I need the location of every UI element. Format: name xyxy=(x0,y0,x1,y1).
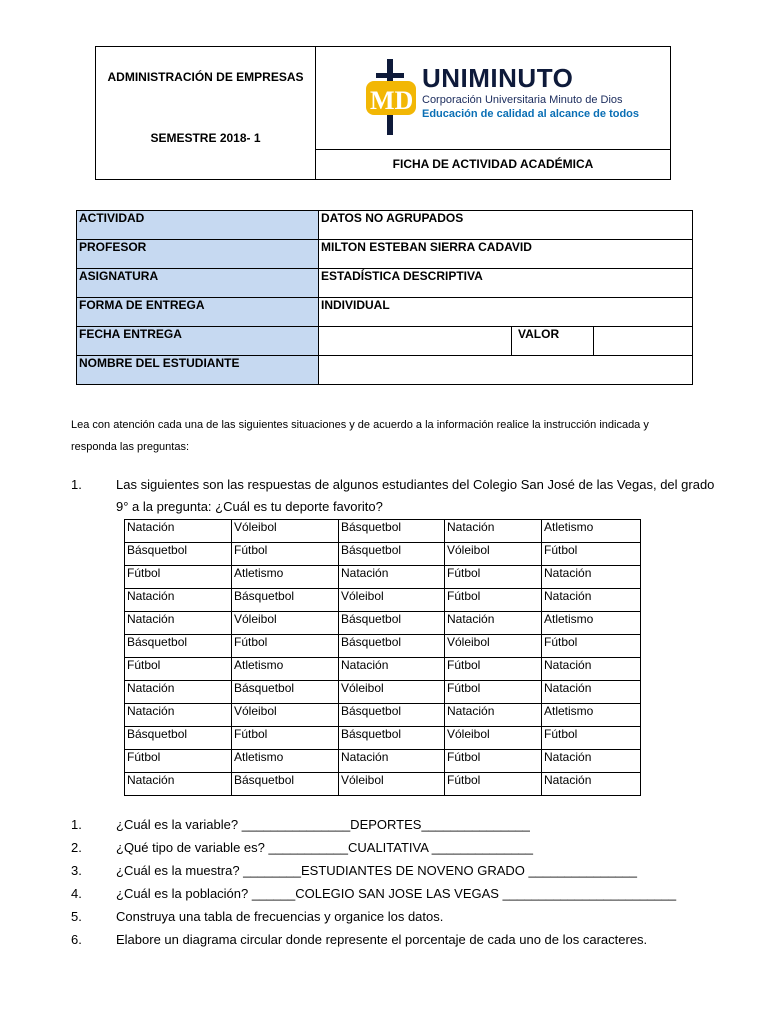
sports-table-cell: Natación xyxy=(542,681,641,704)
student-name-label: NOMBRE DEL ESTUDIANTE xyxy=(77,356,319,385)
sports-table-cell: Fútbol xyxy=(232,727,339,750)
sports-table-cell: Básquetbol xyxy=(232,773,339,796)
valor-label: VALOR xyxy=(512,327,594,356)
sports-table-cell: Básquetbol xyxy=(125,635,232,658)
sports-table-cell: Natación xyxy=(445,612,542,635)
question-text: ¿Cuál es la población? ______COLEGIO SAN JOSE LAS VEGAS ________________________ xyxy=(116,886,677,901)
sports-table-cell: Básquetbol xyxy=(232,681,339,704)
sports-table-cell: Atletismo xyxy=(232,658,339,681)
question-number: 6. xyxy=(71,932,82,947)
sports-table-cell: Natación xyxy=(339,566,445,589)
sports-table-row xyxy=(125,635,641,658)
info-row xyxy=(77,240,693,269)
sports-table-cell: Natación xyxy=(542,589,641,612)
activity-info-table xyxy=(76,210,693,385)
sports-table-row xyxy=(125,658,641,681)
sports-table-row xyxy=(125,589,641,612)
info-row-student xyxy=(77,356,693,385)
sports-table-cell: Natación xyxy=(125,681,232,704)
sports-table-cell: Vóleibol xyxy=(232,704,339,727)
sports-table-cell: Básquetbol xyxy=(339,635,445,658)
question-item xyxy=(71,863,711,886)
sports-table-cell: Básquetbol xyxy=(339,612,445,635)
sports-table-cell: Fútbol xyxy=(125,566,232,589)
info-row xyxy=(77,298,693,327)
logo-tagline-1: Corporación Universitaria Minuto de Dios xyxy=(422,94,623,106)
sports-table-cell: Atletismo xyxy=(542,704,641,727)
question-text: Elabore un diagrama circular donde represente el porcentaje de cada uno de los caracteres. xyxy=(116,932,648,947)
sports-table-cell: Atletismo xyxy=(232,750,339,773)
sports-table-cell: Vóleibol xyxy=(445,727,542,750)
question-text: ¿Qué tipo de variable es? ___________CUALITATIVA ______________ xyxy=(116,840,534,855)
uniminuto-logo xyxy=(364,57,640,137)
question-text: Las siguientes son las respuestas de algunos estudiantes del Colegio San José de las Vegas, del grado 9° a la pregunta: ¿Cuál es tu deporte favorito? xyxy=(116,477,715,514)
sports-table-row xyxy=(125,543,641,566)
info-row-fecha xyxy=(77,327,693,356)
sports-table-cell: Atletismo xyxy=(542,612,641,635)
sports-table-cell: Fútbol xyxy=(125,658,232,681)
sports-table-cell: Básquetbol xyxy=(232,589,339,612)
instructions-text: Lea con atención cada una de las siguientes situaciones y de acuerdo a la información realice la instrucción indicada y responda las preguntas: xyxy=(71,419,649,453)
sports-table-cell: Fútbol xyxy=(542,727,641,750)
sports-table-cell: Fútbol xyxy=(125,750,232,773)
valor-field[interactable] xyxy=(594,327,693,356)
info-row xyxy=(77,269,693,298)
sports-table-cell: Natación xyxy=(445,520,542,543)
info-value: DATOS NO AGRUPADOS xyxy=(319,211,693,240)
sports-table-cell: Natación xyxy=(542,658,641,681)
logo-wordmark: UNIMINUTO xyxy=(422,63,574,93)
sports-table-cell: Fútbol xyxy=(445,566,542,589)
sports-table-row xyxy=(125,566,641,589)
sports-table-cell: Vóleibol xyxy=(339,589,445,612)
sports-table-row xyxy=(125,773,641,796)
info-label: PROFESOR xyxy=(77,240,319,269)
question-text: ¿Cuál es la variable? _______________DEPORTES_______________ xyxy=(116,817,530,832)
logo-cell xyxy=(316,47,670,149)
question-item xyxy=(71,886,711,909)
sports-table-cell: Fútbol xyxy=(232,543,339,566)
sports-table-cell: Básquetbol xyxy=(339,520,445,543)
question-text: Construya una tabla de frecuencias y organice los datos. xyxy=(116,909,444,924)
info-label: FORMA DE ENTREGA xyxy=(77,298,319,327)
md-cross-logo-icon xyxy=(364,59,420,135)
header-box xyxy=(95,46,671,180)
sports-table-cell: Básquetbol xyxy=(339,543,445,566)
sports-table-cell: Natación xyxy=(125,773,232,796)
form-title: FICHA DE ACTIVIDAD ACADÉMICA xyxy=(316,149,670,179)
fecha-entrega-field[interactable] xyxy=(319,327,512,356)
sports-table-row xyxy=(125,612,641,635)
sports-table-cell: Natación xyxy=(339,658,445,681)
sports-table-cell: Natación xyxy=(542,773,641,796)
info-label: ASIGNATURA xyxy=(77,269,319,298)
question-number: 4. xyxy=(71,886,82,901)
question-number: 3. xyxy=(71,863,82,878)
sports-table-cell: Fútbol xyxy=(445,681,542,704)
semester-label: SEMESTRE 2018- 1 xyxy=(150,131,261,145)
sports-responses-table xyxy=(124,519,641,796)
sports-table-cell: Atletismo xyxy=(542,520,641,543)
sports-table-cell: Fútbol xyxy=(445,773,542,796)
sports-table-cell: Vóleibol xyxy=(339,681,445,704)
sports-table-cell: Básquetbol xyxy=(125,543,232,566)
sports-table-cell: Fútbol xyxy=(445,750,542,773)
sports-table-row xyxy=(125,727,641,750)
info-value: MILTON ESTEBAN SIERRA CADAVID xyxy=(319,240,693,269)
program-name: ADMINISTRACIÓN DE EMPRESAS xyxy=(107,70,304,84)
sports-table-cell: Natación xyxy=(339,750,445,773)
sports-table-row xyxy=(125,704,641,727)
sports-table-cell: Vóleibol xyxy=(445,635,542,658)
info-value: INDIVIDUAL xyxy=(319,298,693,327)
sports-table-cell: Vóleibol xyxy=(445,543,542,566)
question-item xyxy=(71,909,711,932)
logo-tagline-2: Educación de calidad al alcance de todos xyxy=(422,108,640,120)
sports-table-cell: Básquetbol xyxy=(125,727,232,750)
sports-table-cell: Fútbol xyxy=(445,658,542,681)
sports-table-row xyxy=(125,750,641,773)
sports-table-cell: Natación xyxy=(125,612,232,635)
info-label: ACTIVIDAD xyxy=(77,211,319,240)
question-number: 2. xyxy=(71,840,82,855)
header-left-cell xyxy=(96,47,316,179)
sports-table-cell: Fútbol xyxy=(542,635,641,658)
sports-table-cell: Fútbol xyxy=(445,589,542,612)
sports-table-row xyxy=(125,520,641,543)
sports-table-cell: Natación xyxy=(445,704,542,727)
sports-table-cell: Atletismo xyxy=(232,566,339,589)
question-number: 1. xyxy=(71,817,82,832)
question-item xyxy=(71,840,711,863)
fecha-entrega-label: FECHA ENTREGA xyxy=(77,327,319,356)
sports-table-cell: Fútbol xyxy=(232,635,339,658)
student-name-field[interactable] xyxy=(319,356,693,385)
svg-text:MD: MD xyxy=(370,86,414,115)
sports-table-cell: Fútbol xyxy=(542,543,641,566)
questions-list xyxy=(71,817,711,955)
sports-table-cell: Natación xyxy=(542,566,641,589)
sports-table-cell: Natación xyxy=(542,750,641,773)
question-number: 5. xyxy=(71,909,82,924)
info-row xyxy=(77,211,693,240)
sports-table-cell: Natación xyxy=(125,589,232,612)
info-value: ESTADÍSTICA DESCRIPTIVA xyxy=(319,269,693,298)
question-number: 1. xyxy=(71,477,82,492)
question-item xyxy=(71,817,711,840)
sports-table-cell: Natación xyxy=(125,520,232,543)
sports-table-row xyxy=(125,681,641,704)
sports-table-cell: Básquetbol xyxy=(339,704,445,727)
sports-table-cell: Básquetbol xyxy=(339,727,445,750)
question-text: ¿Cuál es la muestra? ________ESTUDIANTES DE NOVENO GRADO _______________ xyxy=(116,863,637,878)
sports-table-cell: Natación xyxy=(125,704,232,727)
sports-table-cell: Vóleibol xyxy=(232,612,339,635)
question-item xyxy=(71,932,711,955)
sports-table-cell: Vóleibol xyxy=(232,520,339,543)
sports-table-cell: Vóleibol xyxy=(339,773,445,796)
